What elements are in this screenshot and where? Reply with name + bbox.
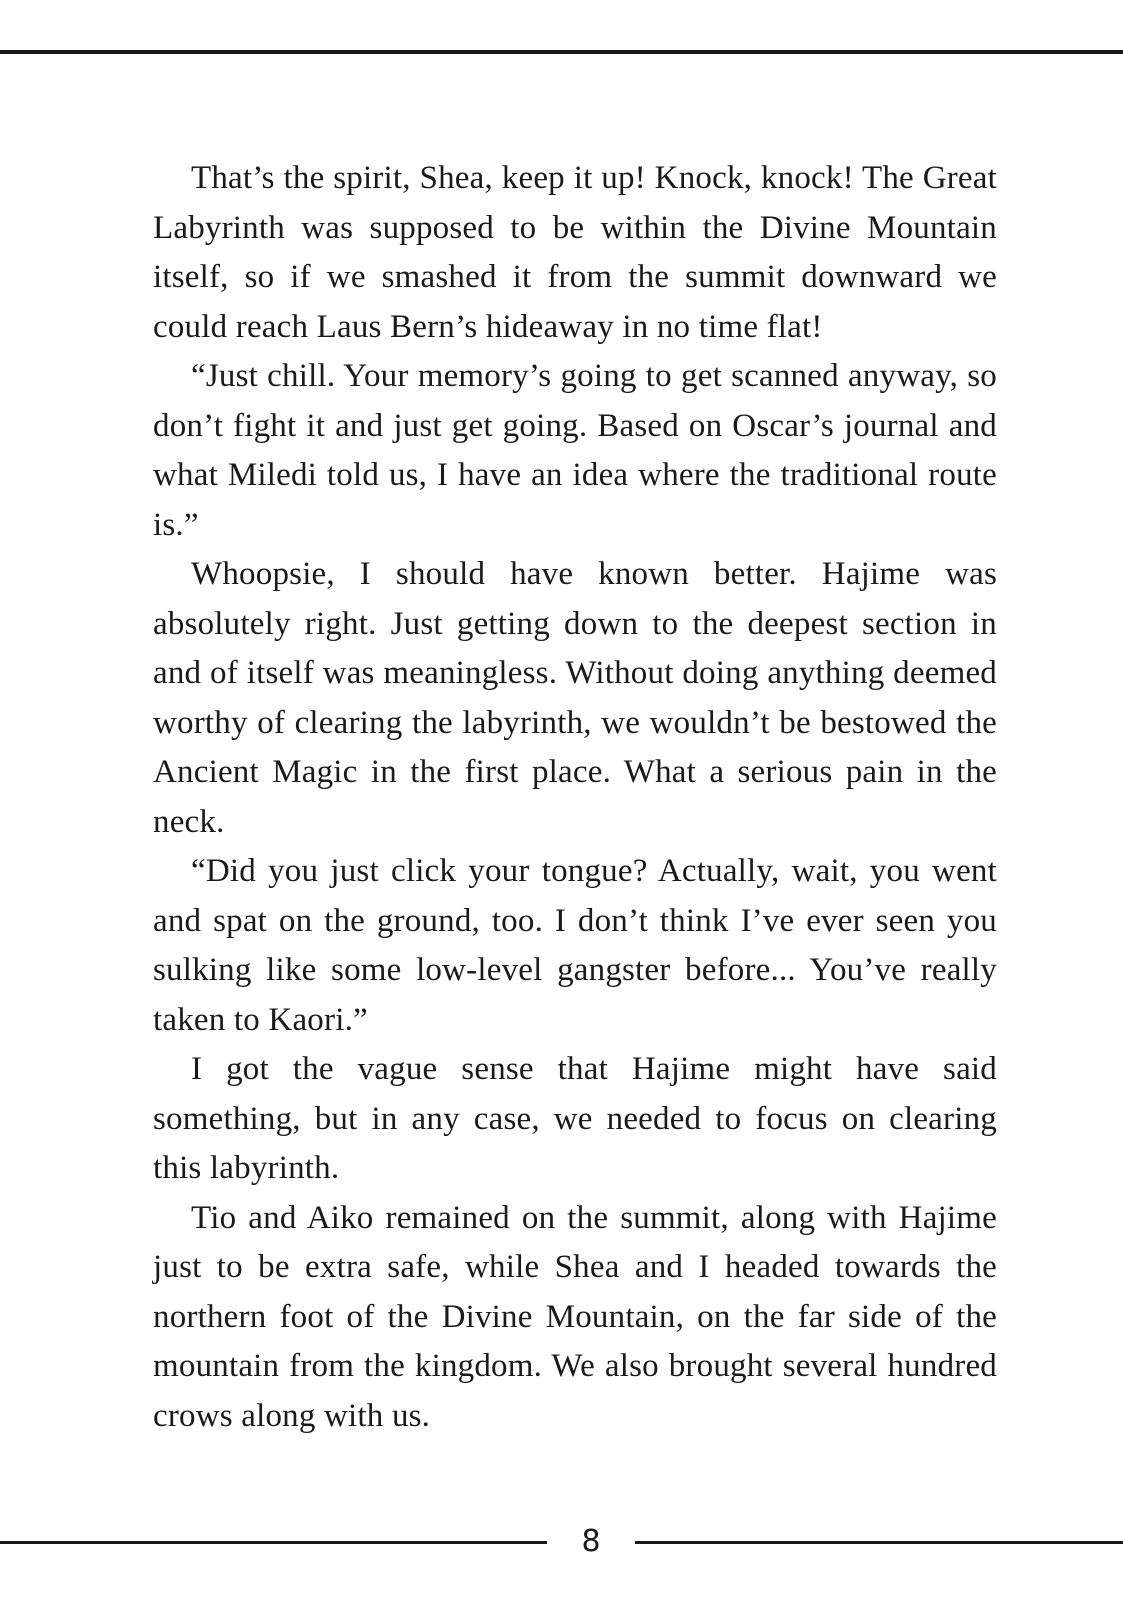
paragraph: That’s the spirit, Shea, keep it up! Knock, knock! The Great Labyrinth was supposed to be within the Divine Mountain itself, so if we smashed it from the summit downward we could reach Laus Bern’s hideaway in no time flat! [153, 160, 997, 345]
page-footer [0, 1522, 1123, 1562]
header-rule [0, 50, 1123, 54]
paragraph: Tio and Aiko remained on the summit, along with Hajime just to be extra safe, while Shea and I headed towards the northern foot of the Divine Mountain, on the far side of the mountain from the kingdom. We also brought several hundred crows along with us. [153, 1199, 997, 1434]
footer-rule-right [635, 1541, 1123, 1544]
paragraph: Whoopsie, I should have known better. Hajime was absolutely right. Just getting down to the deepest section in and of itself was meaningless. Without doing anything deemed worthy of clearing the labyrinth, we wouldn’t be bestowed the Ancient Magic in the first place. What a serious pain in the neck. [153, 556, 997, 840]
body-text [153, 154, 997, 1441]
footer-rule-left [0, 1541, 547, 1544]
paragraph: I got the vague sense that Hajime might have said something, but in any case, we needed to focus on clearing this labyrinth. [153, 1051, 997, 1186]
page-number: 8 [581, 1524, 601, 1559]
paragraph: “Just chill. Your memory’s going to get scanned anyway, so don’t fight it and just get going. Based on Oscar’s journal and what Miledi told us, I have an idea where the traditional route is.” [153, 358, 997, 543]
paragraph: “Did you just click your tongue? Actually, wait, you went and spat on the ground, too. I don’t think I’ve ever seen you sulking like some low-level gangster before... You’ve really taken to Kaori.” [153, 853, 997, 1038]
